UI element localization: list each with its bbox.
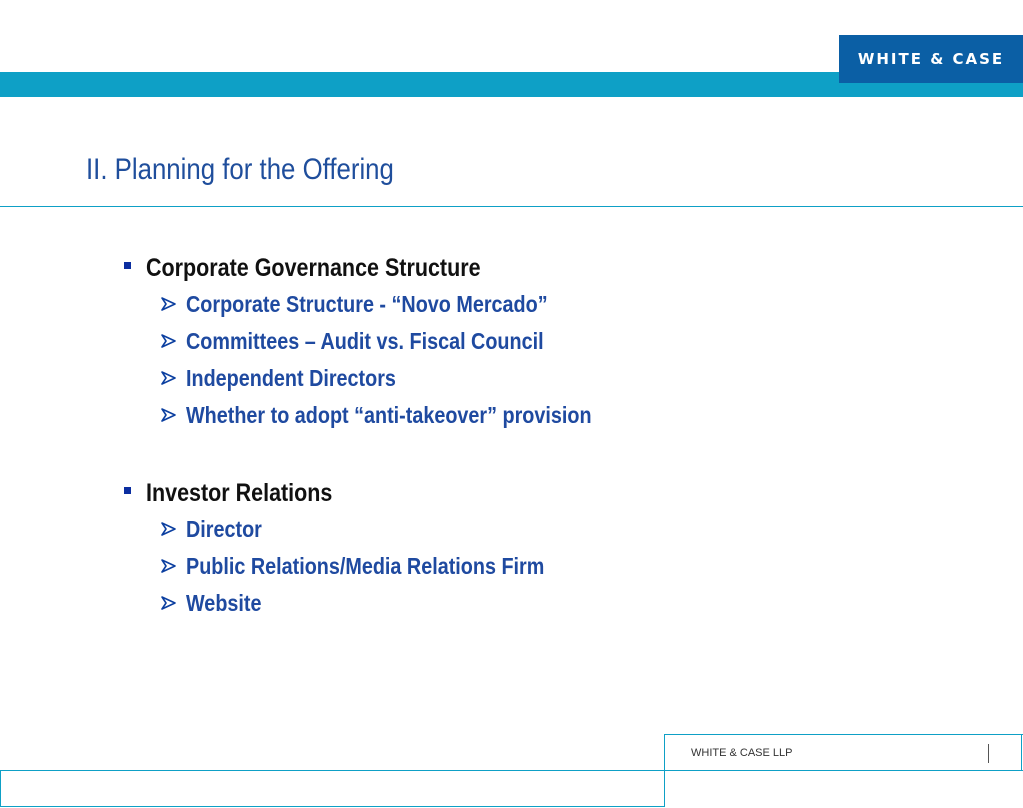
- list-item-label: Public Relations/Media Relations Firm: [186, 553, 545, 579]
- footer-rule: [0, 770, 1023, 771]
- list-item-label: Website: [186, 590, 262, 616]
- arrow-bullet-icon: [160, 369, 178, 387]
- title-divider: [0, 206, 1023, 207]
- arrow-bullet-icon: [160, 332, 178, 350]
- footer-firm-name: WHITE & CASE LLP: [691, 747, 793, 759]
- section-heading-label: Investor Relations: [146, 479, 333, 507]
- arrow-bullet-icon: [160, 406, 178, 424]
- list-item-label: Committees – Audit vs. Fiscal Council: [186, 328, 544, 354]
- white-case-logo: [839, 35, 1023, 83]
- arrow-bullet-icon: [160, 520, 178, 538]
- footer-rule: [1021, 734, 1022, 771]
- footer-rule: [0, 806, 665, 807]
- footer-rule: [664, 734, 1023, 735]
- arrow-bullet-icon: [160, 295, 178, 313]
- logo-text: WHITE & CASE: [857, 50, 1005, 68]
- section-heading-label: Corporate Governance Structure: [146, 254, 481, 282]
- footer-divider: [988, 744, 989, 763]
- list-item-label: Director: [186, 516, 262, 542]
- footer-rule: [0, 770, 1, 807]
- slide-title: II. Planning for the Offering: [86, 153, 394, 186]
- list-item-label: Independent Directors: [186, 365, 396, 391]
- list-item-label: Corporate Structure - “Novo Mercado”: [186, 291, 548, 317]
- arrow-bullet-icon: [160, 557, 178, 575]
- list-item-label: Whether to adopt “anti-takeover” provision: [186, 402, 592, 428]
- square-bullet-icon: [124, 487, 131, 494]
- square-bullet-icon: [124, 262, 131, 269]
- arrow-bullet-icon: [160, 594, 178, 612]
